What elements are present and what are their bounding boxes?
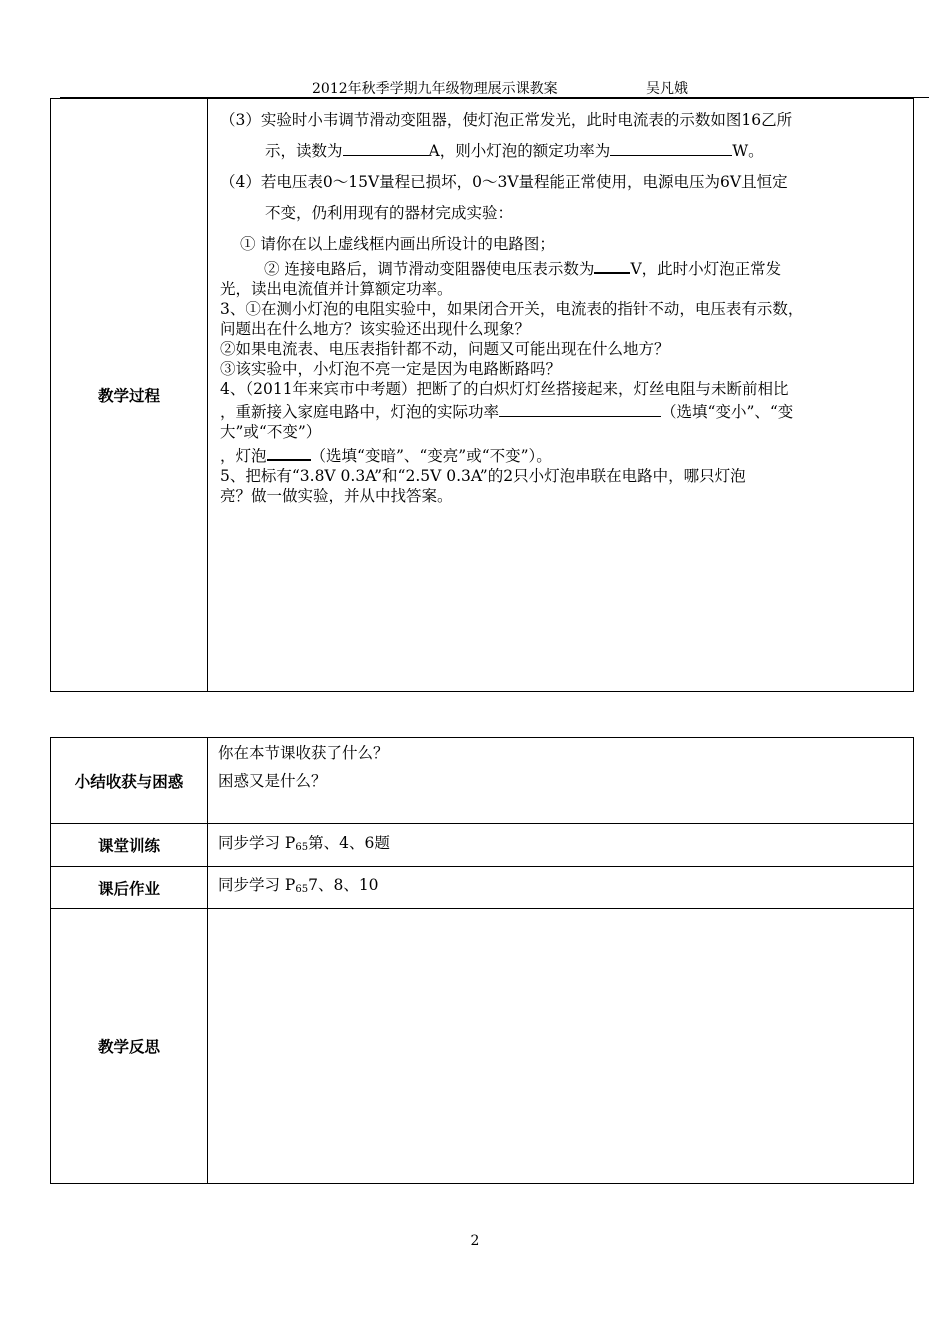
question-3-part1-line2: 问题出在什么地方？该实验还出现什么现象？ <box>220 320 531 338</box>
step-2-line2: 光，读出电流值并计算额定功率。 <box>220 280 453 298</box>
answer-blank-brightness[interactable] <box>267 442 311 461</box>
header-title: 2012年秋季学期九年级物理展示课教案 <box>312 81 558 97</box>
page-header <box>0 78 950 98</box>
summary-line-2: 困惑又是什么？ <box>218 772 327 790</box>
classroom-practice-content: 同步学习 $P_{65}$第、4、6题 <box>208 824 914 867</box>
question-5-line1: 5、把标有“3.8V 0.3A”和“2.5V 0.3A”的2只小灯泡串联在电路中，哪只灯泡 <box>220 467 746 485</box>
question-3-part1-line1: 3、①在测小灯泡的电阻实验中，如果闭合开关，电流表的指针不动，电压表有示数， <box>220 300 804 318</box>
summary-content <box>208 738 914 824</box>
question-5-line2: 亮？做一做实验，并从中找答案。 <box>220 487 453 505</box>
question-4-exam-line1: 4、（2011年来宾市中考题）把断了的白炽灯灯丝搭接起来，灯丝电阻与未断前相比 <box>220 380 789 398</box>
homework-content: 同步学习 $P_{65}7$、8、10 <box>208 867 914 909</box>
question-4-exam-line4: ，灯泡 （选填“变暗”、“变亮”或“不变”）。 <box>220 442 905 466</box>
summary-label: 小结收获与困惑 <box>51 738 208 824</box>
page-number: 2 <box>470 1233 480 1249</box>
teaching-process-label: 教学过程 <box>51 99 208 692</box>
step-2-line1: ② 连接电路后，调节滑动变阻器使电压表示数为 V，此时小灯泡正常发 <box>220 255 905 279</box>
question-4-exam-line3: 大”或“不变”） <box>220 423 322 441</box>
teaching-process-table <box>50 98 914 692</box>
question-3-line2: 示，读数为 A，则小灯泡的额定功率为 W。 <box>220 136 905 167</box>
answer-blank-power[interactable] <box>610 138 732 156</box>
reflection-content[interactable] <box>208 909 914 1184</box>
answer-blank-actual-power[interactable] <box>499 399 661 417</box>
question-4-line2: 不变，仍利用现有的器材完成实验： <box>265 204 514 222</box>
answer-blank-voltage[interactable] <box>594 255 630 274</box>
answer-blank-current[interactable] <box>343 138 429 156</box>
question-4-line1: （4）若电压表0～15V量程已损坏，0～3V量程能正常使用，电源电压为6V且恒定 <box>220 173 788 191</box>
summary-table <box>50 737 914 1184</box>
question-4-exam-line2: ，重新接入家庭电路中，灯泡的实际功率 （选填“变小”、“变 <box>220 399 905 422</box>
teaching-process-content <box>208 99 914 692</box>
classroom-practice-label: 课堂训练 <box>51 824 208 867</box>
reflection-label: 教学反思 <box>51 909 208 1184</box>
question-3-part3: ③该实验中，小灯泡不亮一定是因为电路断路吗？ <box>220 360 562 378</box>
step-1: ① 请你在以上虚线框内画出所设计的电路图； <box>240 235 555 253</box>
question-3-line1: （3）实验时小韦调节滑动变阻器，使灯泡正常发光，此时电流表的示数如图16乙所 <box>220 111 793 129</box>
homework-label: 课后作业 <box>51 867 208 909</box>
header-author: 吴凡娥 <box>646 81 688 97</box>
question-3-part2: ②如果电流表、电压表指针都不动，问题又可能出现在什么地方？ <box>220 340 670 358</box>
summary-line-1: 你在本节课收获了什么？ <box>218 744 389 762</box>
